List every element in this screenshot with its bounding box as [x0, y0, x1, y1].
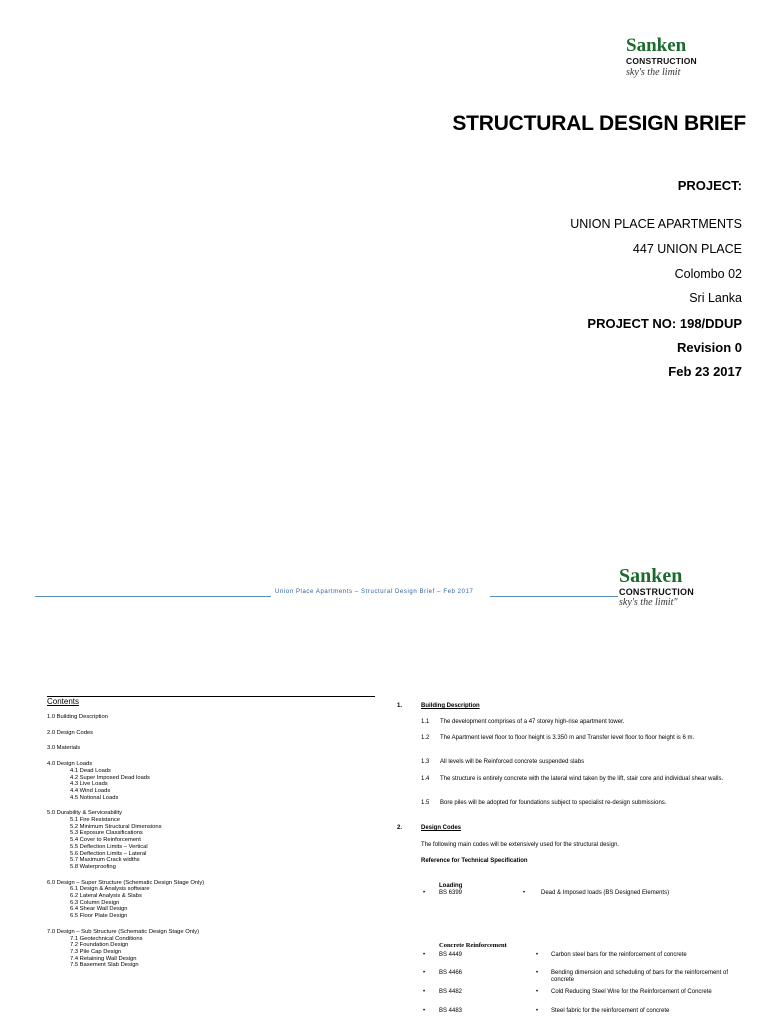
- item-text: All levels will be Reinforced concrete suspended slabs: [440, 759, 585, 765]
- toc-subsection: 5.4 Cover to Reinforcement: [70, 837, 141, 844]
- section-intro: The following main codes will be extensively used for the structural design.: [421, 842, 620, 848]
- code-desc: Dead & Imposed loads (BS Designed Elements): [541, 890, 670, 896]
- item-text: The Apartment level floor to floor height is 3.350 m and Transfer level floor to floor height is 6 m.: [440, 735, 695, 741]
- company-logo: [626, 36, 716, 78]
- toc-subsection: 4.4 Wind Loads: [70, 787, 111, 794]
- toc-section: [47, 745, 367, 752]
- toc-subsection: 7.3 Pile Cap Design: [70, 948, 122, 955]
- bullet-icon: •: [536, 970, 539, 976]
- item-number: 1.3: [421, 759, 430, 765]
- toc-section-label: 6.0 Design – Super Structure (Schematic Design Stage Only): [47, 879, 205, 886]
- logo-subtitle: CONSTRUCTION: [619, 587, 694, 597]
- toc-section: [47, 730, 367, 737]
- toc-section: [47, 929, 367, 936]
- item-number: 1.4: [421, 776, 430, 782]
- toc-subsection: 7.5 Basement Slab Design: [70, 962, 139, 969]
- bullet-icon: •: [423, 1008, 426, 1014]
- contents-rule: [47, 696, 375, 697]
- loading-label: Loading: [439, 883, 463, 889]
- bullet-icon: •: [423, 890, 426, 896]
- bullet-icon: •: [536, 1008, 539, 1014]
- toc-subsection: 4.3 Live Loads: [70, 781, 108, 788]
- project-number: PROJECT NO: 198/DDUP: [587, 316, 742, 331]
- logo-tagline: sky's the limit: [626, 66, 681, 78]
- toc-section: [47, 810, 367, 817]
- toc-subsection: 5.2 Minimum Structural Dimensions: [70, 823, 162, 830]
- toc-subsection: 5.6 Deflection Limits – Lateral: [70, 850, 147, 857]
- toc-subsection: 6.5 Floor Plate Design: [70, 913, 128, 920]
- toc-subsection: 6.2 Lateral Analysis & Slabs: [70, 893, 142, 900]
- concrete-label: Concrete Reinforcement: [439, 942, 507, 949]
- toc-subsection: 5.1 Fire Resistance: [70, 817, 120, 824]
- toc-section-label: 4.0 Design Loads: [47, 761, 93, 768]
- company-logo-footer: [619, 566, 729, 608]
- revision: Revision 0: [676, 340, 742, 355]
- code-desc: Steel fabric for the reinforcement of concrete: [551, 1008, 670, 1014]
- code-id: BS 4483: [439, 1008, 463, 1014]
- toc-subsection: 6.3 Column Design: [70, 899, 120, 906]
- toc-subsection: 5.7 Maximum Crack widths: [70, 857, 140, 864]
- footer-text: Union Place Apartments – Structural Design Brief – Feb 2017: [275, 589, 474, 595]
- logo-brand: Sanken: [626, 35, 687, 56]
- code-id: BS 6399: [439, 890, 463, 896]
- toc-subsection: 7.4 Retaining Wall Design: [70, 955, 137, 962]
- bullet-icon: •: [423, 970, 426, 976]
- toc-subsection: 6.1 Design & Analysis software: [70, 886, 150, 893]
- logo-brand: Sanken: [619, 565, 683, 587]
- table-of-contents: [47, 714, 367, 969]
- code-id: BS 4466: [439, 970, 463, 976]
- footer-rule-right: [490, 596, 618, 597]
- item-text: The development comprises of a 47 storey high-rise apartment tower.: [440, 719, 625, 725]
- item-number: 1.5: [421, 800, 430, 806]
- logo-subtitle: CONSTRUCTION: [626, 56, 697, 66]
- bullet-icon: •: [536, 952, 539, 958]
- document-date: Feb 23 2017: [668, 364, 742, 379]
- bullet-icon: •: [423, 952, 426, 958]
- project-label: PROJECT:: [677, 178, 742, 193]
- reference-heading: Reference for Technical Specification: [421, 858, 528, 864]
- code-id: BS 4482: [439, 989, 463, 995]
- toc-subsection: 7.2 Foundation Design: [70, 942, 129, 949]
- contents-heading: Contents: [47, 697, 80, 706]
- toc-section-label: 5.0 Durability & Serviceability: [47, 810, 123, 817]
- item-number: 1.2: [421, 735, 430, 741]
- logo-tagline: sky's the limit": [619, 597, 678, 608]
- toc-subsection: 4.2 Super Imposed Dead loads: [70, 774, 150, 781]
- toc-section-label: 3.0 Materials: [47, 745, 81, 752]
- section-title: Building Description: [421, 703, 480, 709]
- project-name: UNION PLACE APARTMENTS: [570, 217, 742, 231]
- section-title: Design Codes: [421, 825, 462, 831]
- code-desc: Bending dimension and scheduling of bars for the reinforcement of concrete: [551, 970, 728, 983]
- toc-subsection: 5.8 Waterproofing: [70, 863, 116, 870]
- bullet-icon: •: [423, 989, 426, 995]
- code-id: BS 4449: [439, 952, 463, 958]
- toc-subsection: 4.1 Dead Loads: [70, 767, 111, 774]
- toc-subsection: 5.3 Exposure Classifications: [70, 830, 143, 837]
- toc-section: [47, 714, 367, 721]
- toc-section-label: 7.0 Design – Sub Structure (Schematic Design Stage Only): [47, 928, 200, 935]
- toc-section-label: 2.0 Design Codes: [47, 729, 94, 736]
- project-city: Colombo 02: [674, 267, 742, 281]
- toc-subsection: 7.1 Geotechnical Conditions: [70, 935, 143, 942]
- item-text: The structure is entirely concrete with the lateral wind taken by the lift, stair core and individual shear walls.: [440, 776, 724, 782]
- bullet-icon: •: [536, 989, 539, 995]
- project-country: Sri Lanka: [689, 291, 742, 305]
- code-desc: Cold Reducing Steel Wire for the Reinforcement of Concrete: [551, 989, 712, 995]
- toc-section-label: 1.0 Building Description: [47, 714, 108, 720]
- toc-subsection: 5.5 Deflection Limits – Vertical: [70, 843, 148, 850]
- footer-rule-left: [35, 596, 271, 597]
- item-text: Bore piles will be adopted for foundations subject to specialist re-design submissions.: [440, 800, 667, 806]
- section-number: 2.: [397, 825, 403, 831]
- bullet-icon: •: [523, 890, 526, 896]
- toc-subsection: 4.5 Notional Loads: [70, 794, 119, 801]
- project-street: 447 UNION PLACE: [632, 242, 742, 256]
- toc-subsection: 6.4 Shear Wall Design: [70, 906, 128, 913]
- toc-section: [47, 761, 367, 768]
- document-title: STRUCTURAL DESIGN BRIEF: [452, 112, 746, 135]
- code-desc: Carbon steel bars for the reinforcement of concrete: [551, 952, 687, 958]
- toc-section: [47, 880, 367, 887]
- section-number: 1.: [397, 703, 403, 709]
- item-number: 1.1: [421, 719, 430, 725]
